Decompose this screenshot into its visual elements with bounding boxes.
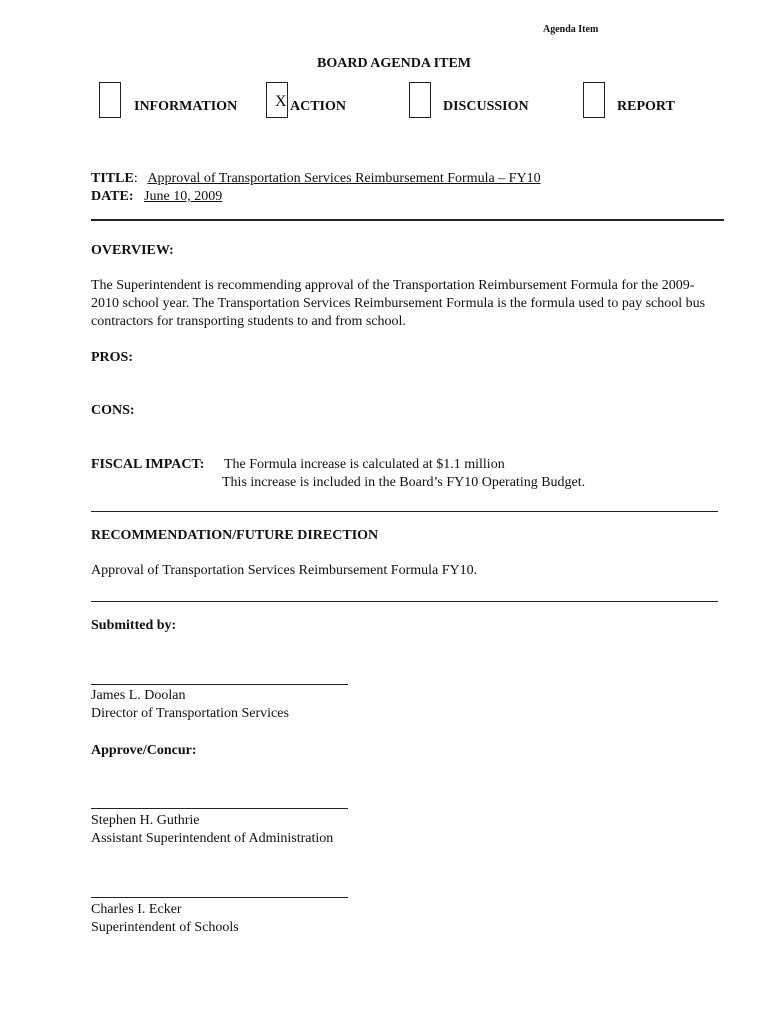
- title-value: Approval of Transportation Services Reimbursement Formula – FY10: [147, 171, 541, 186]
- agenda-item-label: Agenda Item: [543, 24, 599, 35]
- action-check-mark: X: [275, 93, 287, 110]
- submitter-name: James L. Doolan: [91, 688, 186, 703]
- signature-line-approver-2: [91, 897, 348, 898]
- approver-2-role: Superintendent of Schools: [91, 920, 239, 935]
- cons-heading: CONS:: [91, 403, 135, 418]
- overview-text: The Superintendent is recommending approval of the Transportation Reimbursement Formula for the 2009-2010 school year. The Transportation Services Reimbursement Formula is the formula used to pay school bus contractors for transporting students to and from school.: [91, 278, 706, 329]
- report-label: REPORT: [617, 99, 675, 114]
- fiscal-impact-line-1: The Formula increase is calculated at $1.1 million: [224, 457, 505, 472]
- divider-fiscal: [91, 511, 718, 512]
- date-value: June 10, 2009: [144, 189, 223, 204]
- document-title: BOARD AGENDA ITEM: [317, 56, 472, 71]
- title-label: TITLE: [91, 171, 134, 186]
- overview-heading: OVERVIEW:: [91, 243, 174, 258]
- recommendation-heading: RECOMMENDATION/FUTURE DIRECTION: [91, 528, 379, 543]
- pros-heading: PROS:: [91, 350, 133, 365]
- approver-2-name: Charles I. Ecker: [91, 902, 182, 917]
- approver-1-name: Stephen H. Guthrie: [91, 813, 200, 828]
- discussion-checkbox[interactable]: [409, 82, 431, 118]
- approve-heading: Approve/Concur:: [91, 743, 197, 758]
- signature-line-submitter: [91, 684, 348, 685]
- report-checkbox[interactable]: [583, 82, 605, 118]
- submitted-heading: Submitted by:: [91, 618, 177, 633]
- submitter-role: Director of Transportation Services: [91, 706, 289, 721]
- signature-line-approver-1: [91, 808, 348, 809]
- date-row: [91, 189, 222, 205]
- information-checkbox[interactable]: [99, 82, 121, 118]
- discussion-label: DISCUSSION: [443, 99, 529, 114]
- divider-top: [91, 219, 724, 221]
- title-row: [91, 171, 541, 187]
- information-label: INFORMATION: [134, 99, 238, 114]
- divider-recommendation: [91, 601, 718, 602]
- action-label: ACTION: [290, 99, 347, 114]
- approver-1-role: Assistant Superintendent of Administration: [91, 831, 334, 846]
- date-label: DATE:: [91, 189, 134, 204]
- title-colon: :: [133, 171, 138, 186]
- fiscal-impact-label: FISCAL IMPACT:: [91, 457, 205, 472]
- fiscal-impact-line-2: This increase is included in the Board’s FY10 Operating Budget.: [222, 475, 586, 490]
- recommendation-text: Approval of Transportation Services Reimbursement Formula FY10.: [91, 563, 478, 578]
